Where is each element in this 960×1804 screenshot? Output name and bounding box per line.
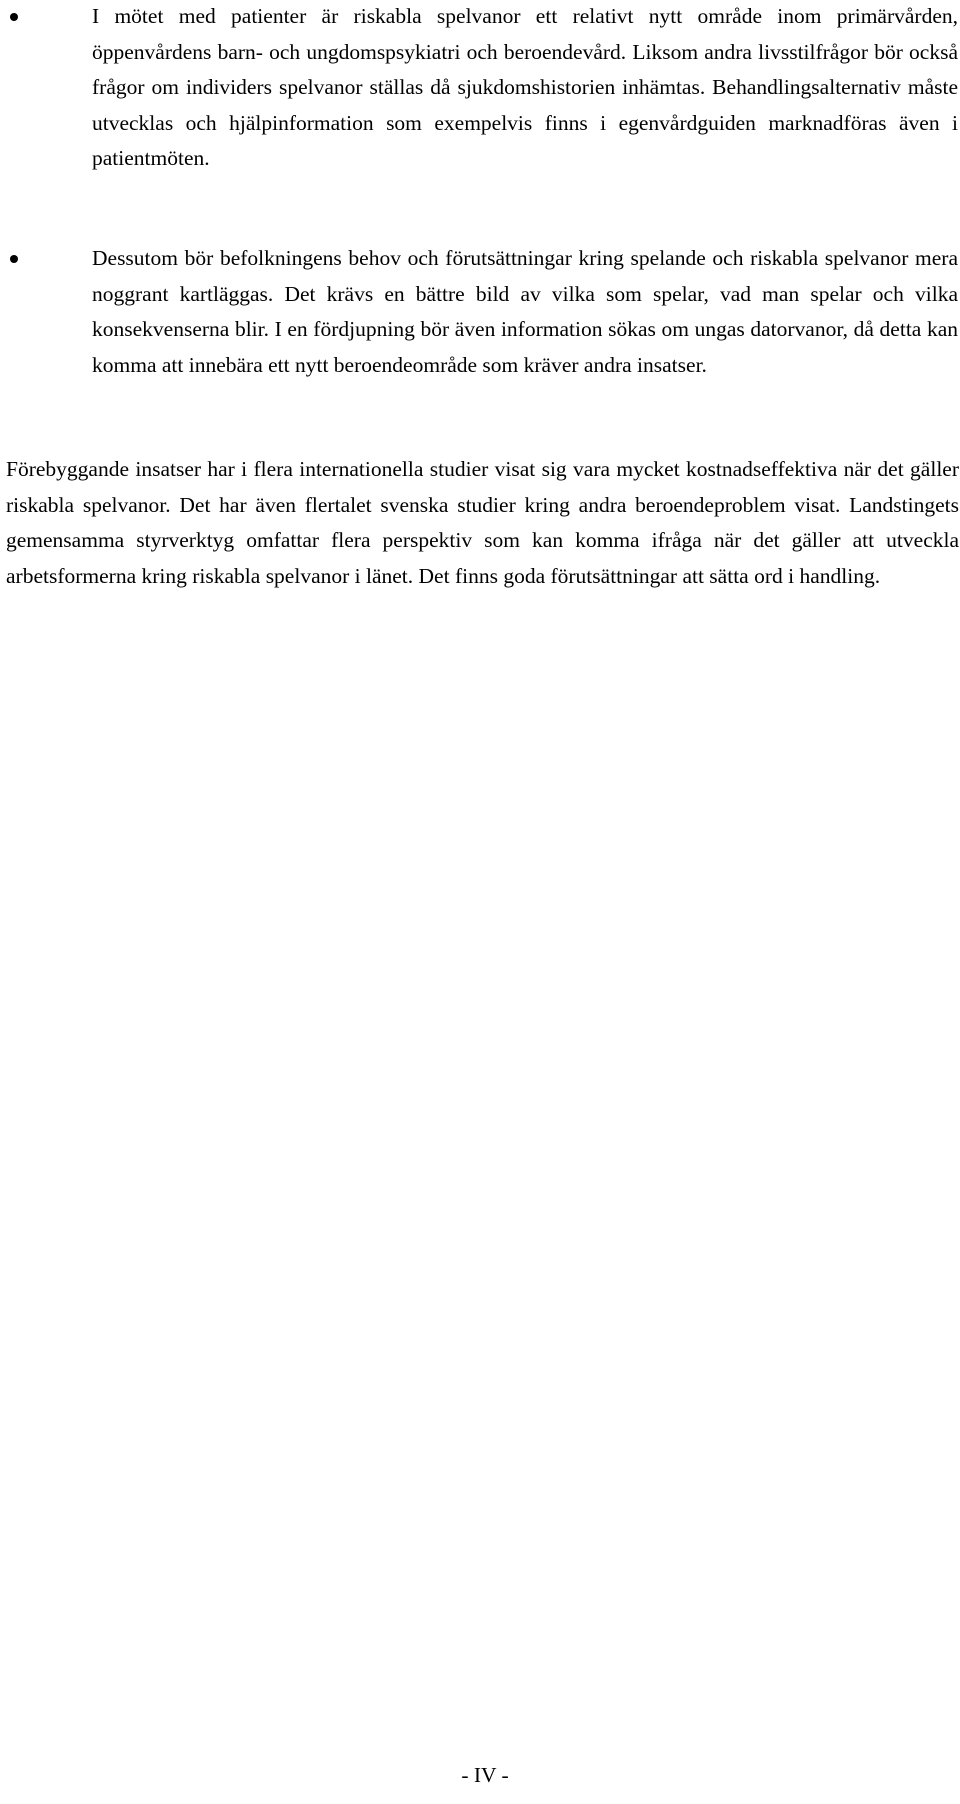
page-number: - IV - xyxy=(461,1763,509,1787)
bullet-text: I mötet med patienter är riskabla spelvanor ett relativt nytt område inom primärvården, öppenvårdens barn- och ungdomspsykiatri och beroendevård. Liksom andra livsstilfrågor bör också frågor om individers spelvanor ställas då sjukdomshistorien inhämtas. Behandlingsalternativ måste utvecklas och hjälpinformation som exempelvis finns i egenvårdguiden marknadföras även i patientmöten. xyxy=(92,4,958,170)
bullet-item-patient-meetings xyxy=(0,0,960,177)
bullet-icon xyxy=(10,13,18,21)
bullet-text: Dessutom bör befolkningens behov och förutsättningar kring spelande och riskabla spelvanor mera noggrant kartläggas. Det krävs en bättre bild av vilka som spelar, vad man spelar och vilka konsekvenserna blir. I en fördjupning bör även information sökas om ungas datorvanor, då detta kan komma att innebära ett nytt beroendeområde som kräver andra insatser. xyxy=(92,246,958,377)
bullet-item-population-survey xyxy=(0,241,960,383)
body-paragraph: Förebyggande insatser har i flera internationella studier visat sig vara mycket kostnadseffektiva när det gäller riskabla spelvanor. Det har även flertalet svenska studier kring andra beroendeproblem visat. Landstingets gemensamma styrverktyg omfattar flera perspektiv som kan komma ifråga när det gäller att utveckla arbetsformerna kring riskabla spelvanor i länet. Det finns goda förutsättningar att sätta ord i handling. xyxy=(6,457,959,588)
bullet-icon xyxy=(10,255,18,263)
